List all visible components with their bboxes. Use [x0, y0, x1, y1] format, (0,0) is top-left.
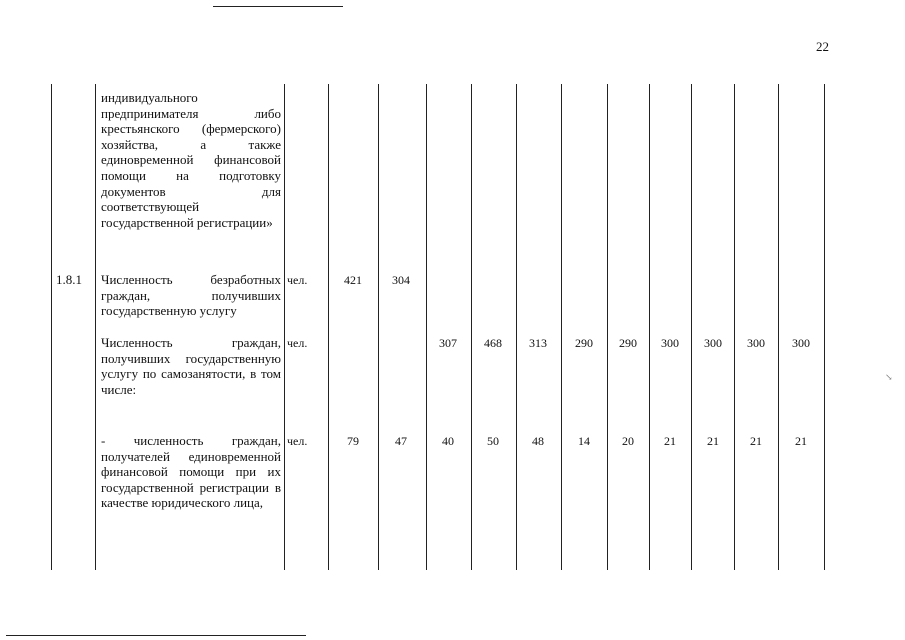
- row-description: Численность граждан, получивших государственную услугу по самозанятости, в том числе:: [101, 335, 281, 397]
- bottom-scan-line: [6, 635, 306, 636]
- col-border: [607, 84, 608, 570]
- col-border: [426, 84, 427, 570]
- value-cell: 313: [529, 336, 547, 350]
- value-cell: 21: [707, 434, 719, 448]
- page-number: 22: [816, 39, 829, 54]
- value-cell: 14: [578, 434, 590, 448]
- value-cell: 300: [704, 336, 722, 350]
- row-description: индивидуального предпринимателя либо крестьянского (фермерского) хозяйства, а также единовременной финансовой помощи на подготовку документов для соответствующей государственной регистрации»: [101, 90, 281, 230]
- value-cell: 307: [439, 336, 457, 350]
- col-border: [378, 84, 379, 570]
- value-cell: 468: [484, 336, 502, 350]
- row-description: Численность безработных граждан, получивших государственную услугу: [101, 272, 281, 319]
- scan-mark: ↘: [885, 372, 893, 382]
- value-cell: 290: [575, 336, 593, 350]
- value-cell: 300: [747, 336, 765, 350]
- col-border: [691, 84, 692, 570]
- value-cell: 304: [392, 273, 410, 287]
- value-cell: 48: [532, 434, 544, 448]
- row-number: 1.8.1: [56, 272, 82, 287]
- unit-cell: чел.: [287, 336, 308, 350]
- value-cell: 47: [395, 434, 407, 448]
- col-border: [649, 84, 650, 570]
- top-scan-line: [213, 6, 343, 7]
- col-border: [51, 84, 52, 570]
- col-border: [471, 84, 472, 570]
- col-border: [778, 84, 779, 570]
- value-cell: 290: [619, 336, 637, 350]
- value-cell: 300: [792, 336, 810, 350]
- value-cell: 79: [347, 434, 359, 448]
- col-border: [824, 84, 825, 570]
- value-cell: 21: [664, 434, 676, 448]
- col-border: [95, 84, 96, 570]
- col-border: [328, 84, 329, 570]
- unit-cell: чел.: [287, 273, 308, 287]
- unit-cell: чел.: [287, 434, 308, 448]
- col-border: [284, 84, 285, 570]
- value-cell: 421: [344, 273, 362, 287]
- value-cell: 300: [661, 336, 679, 350]
- value-cell: 21: [750, 434, 762, 448]
- value-cell: 50: [487, 434, 499, 448]
- col-border: [734, 84, 735, 570]
- value-cell: 21: [795, 434, 807, 448]
- col-border: [516, 84, 517, 570]
- row-description: - численность граждан, получателей единовременной финансовой помощи при их государственной регистрации в качестве юридического лица,: [101, 433, 281, 511]
- value-cell: 20: [622, 434, 634, 448]
- col-border: [561, 84, 562, 570]
- value-cell: 40: [442, 434, 454, 448]
